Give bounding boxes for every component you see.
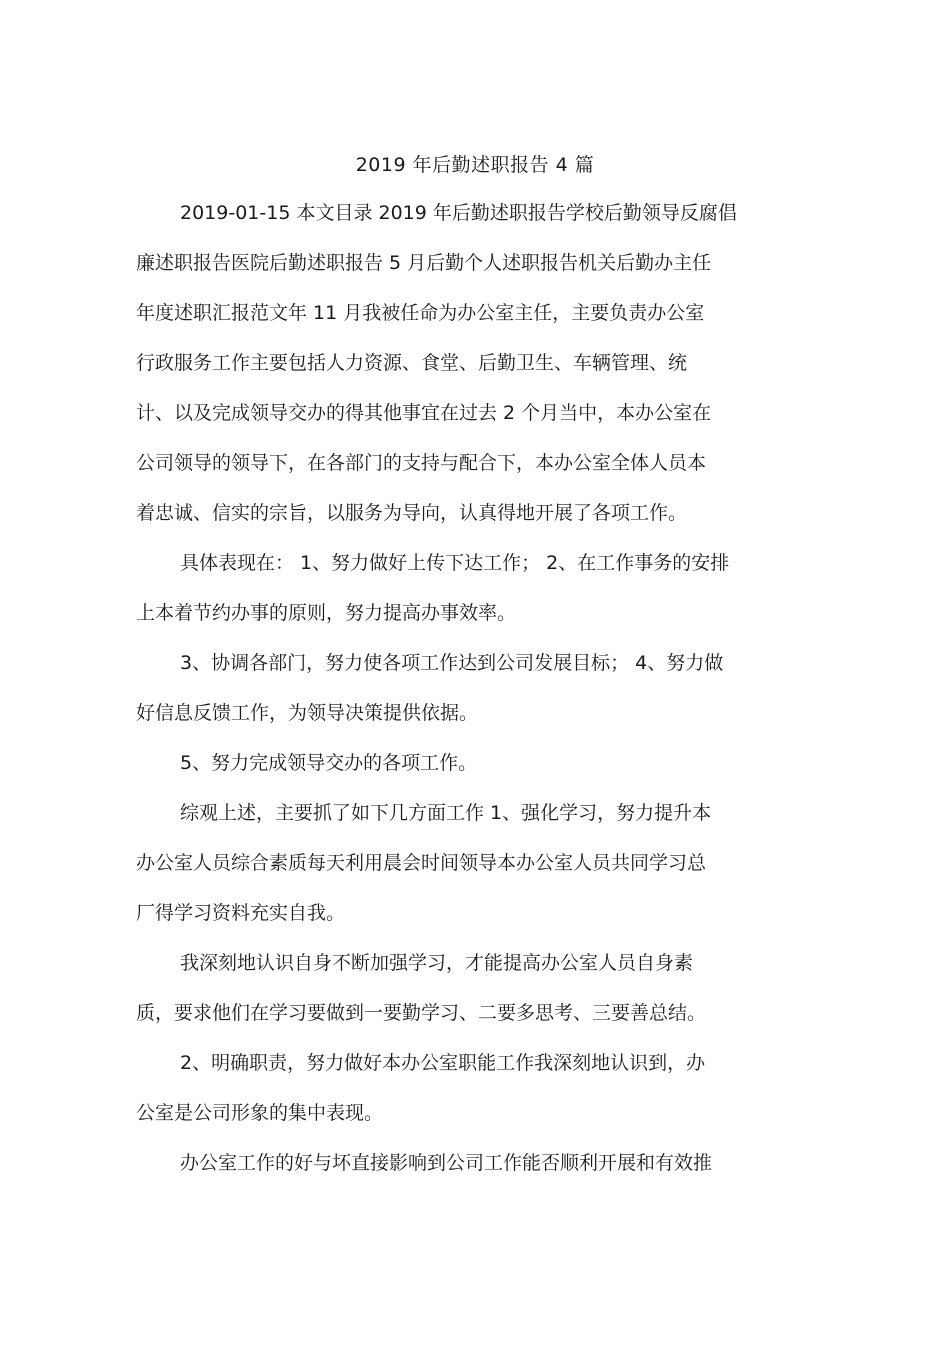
text-line-13: 综观上述，主要抓了如下几方面工作 1、强化学习，努力提升本 [180, 802, 712, 824]
text-line-5: 计、以及完成领导交办的得其他事宜在过去 2 个月当中，本办公室在 [136, 402, 712, 424]
text-line-15: 厂得学习资料充实自我。 [136, 902, 346, 924]
text-line-12: 5、努力完成领导交办的各项工作。 [180, 752, 478, 774]
text-line-16: 我深刻地认识自身不断加强学习，才能提高办公室人员自身素 [180, 952, 694, 974]
text-line-6: 公司领导的领导下，在各部门的支持与配合下，本办公室全体人员本 [136, 452, 707, 474]
text-line-11: 好信息反馈工作，为领导决策提供依据。 [136, 702, 479, 724]
text-line-8: 具体表现在： 1、努力做好上传下达工作； 2、在工作事务的安排 [180, 552, 730, 574]
document-title: 2019 年后勤述职报告 4 篇 [355, 154, 595, 176]
text-line-19: 公室是公司形象的集中表现。 [136, 1102, 384, 1124]
text-line-20: 办公室工作的好与坏直接影响到公司工作能否顺利开展和有效推 [180, 1152, 713, 1174]
text-line-14: 办公室人员综合素质每天利用晨会时间领导本办公室人员共同学习总 [136, 852, 707, 874]
text-line-10: 3、协调各部门，努力使各项工作达到公司发展目标； 4、努力做 [180, 652, 724, 674]
text-line-1: 2019-01-15 本文目录 2019 年后勤述职报告学校后勤领导反腐倡 [180, 202, 737, 224]
text-line-18: 2、明确职责，努力做好本办公室职能工作我深刻地认识到，办 [180, 1052, 706, 1074]
text-line-7: 着忠诚、信实的宗旨，以服务为导向，认真得地开展了各项工作。 [136, 502, 688, 524]
text-line-2: 廉述职报告医院后勤述职报告 5 月后勤个人述职报告机关后勤办主任 [136, 252, 712, 274]
text-line-17: 质，要求他们在学习要做到一要勤学习、二要多思考、三要善总结。 [136, 1002, 707, 1024]
text-line-4: 行政服务工作主要包括人力资源、食堂、后勤卫生、车辆管理、统 [136, 352, 688, 374]
text-line-3: 年度述职汇报范文年 11 月我被任命为办公室主任，主要负责办公室 [136, 302, 705, 324]
text-line-9: 上本着节约办事的原则，努力提高办事效率。 [136, 602, 517, 624]
